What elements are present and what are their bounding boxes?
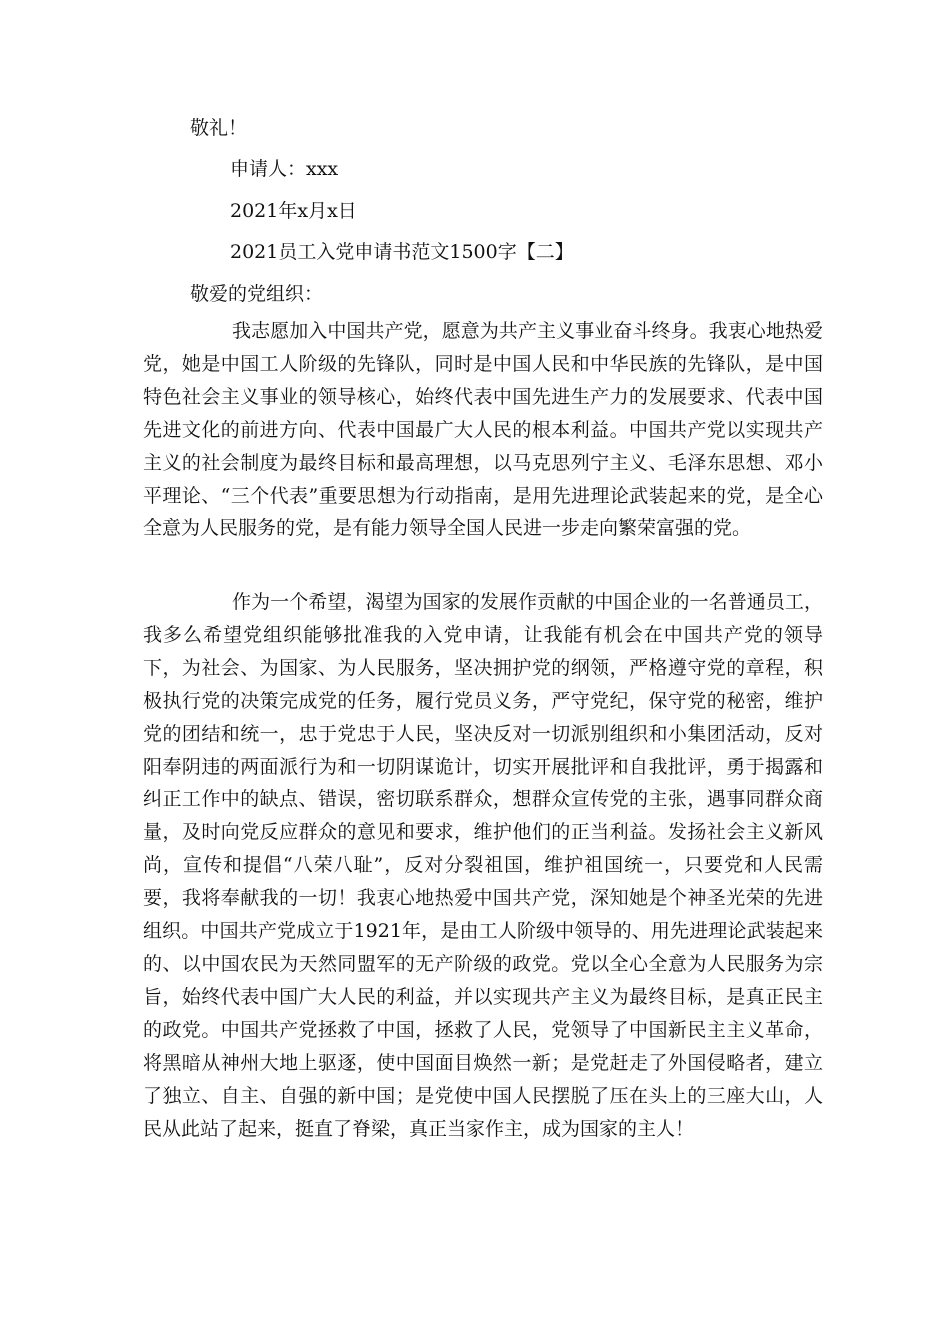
- body-paragraph-1: 我志愿加入中国共产党，愿意为共产主义事业奋斗终身。我衷心地热爱党，她是中国工人阶级的先锋队，同时是中国人民和中华民族的先锋队，是中国特色社会主义事业的领导核心，始终代表中国先进生产力的发展要求、代表中国先进文化的前进方向、代表中国最广大人民的根本利益。中国共产党以实现共产主义的社会制度为最终目标和最高理想，以马克思列宁主义、毛泽东思想、邓小平理论、“三个代表”重要思想为行动指南，是用先进理论武装起来的党，是全心全意为人民服务的党，是有能力领导全国人民进一步走向繁荣富强的党。: [143, 320, 823, 540]
- salutation: 敬爱的党组织：: [190, 283, 324, 305]
- closing-text: 敬礼！: [190, 117, 248, 139]
- applicant-line: 申请人：xxx: [230, 158, 339, 180]
- section-title: 2021员工入党申请书范文1500字【二】: [230, 241, 574, 263]
- body-paragraph-2: 作为一个希望，渴望为国家的发展作贡献的中国企业的一名普通员工，我多么希望党组织能够批准我的入党申请，让我能有机会在中国共产党的领导下，为社会、为国家、为人民服务，坚决拥护党的纲领，严格遵守党的章程，积极执行党的决策完成党的任务，履行党员义务，严守党纪，保守党的秘密，维护党的团结和统一，忠于党忠于人民，坚决反对一切派别组织和小集团活动，反对阳奉阴违的两面派行为和一切阴谋诡计，切实开展批评和自我批评，勇于揭露和纠正工作中的缺点、错误，密切联系群众，想群众宣传党的主张，遇事同群众商量，及时向党反应群众的意见和要求，维护他们的正当利益。发扬社会主义新风尚，宣传和提倡“八荣八耻”，反对分裂祖国，维护祖国统一，只要党和人民需要，我将奉献我的一切！我衷心地热爱中国共产党，深知她是个神圣光荣的先进组织。中国共产党成立于1921年，是由工人阶级中领导的、用先进理论武装起来的、以中国农民为天然同盟军的无产阶级的政党。党以全心全意为人民服务为宗旨，始终代表中国广大人民的利益，并以实现共产主义为最终目标，是真正民主的政党。中国共产党拯救了中国，拯救了人民，党领导了中国新民主主义革命，将黑暗从神州大地上驱逐，使中国面目焕然一新；是党赶走了外国侵略者，建立了独立、自主、自强的新中国；是党使中国人民摆脱了压在头上的三座大山，人民从此站了起来，挺直了脊梁，真正当家作主，成为国家的主人！: [143, 591, 823, 1140]
- date-line: 2021年x月x日: [230, 200, 357, 222]
